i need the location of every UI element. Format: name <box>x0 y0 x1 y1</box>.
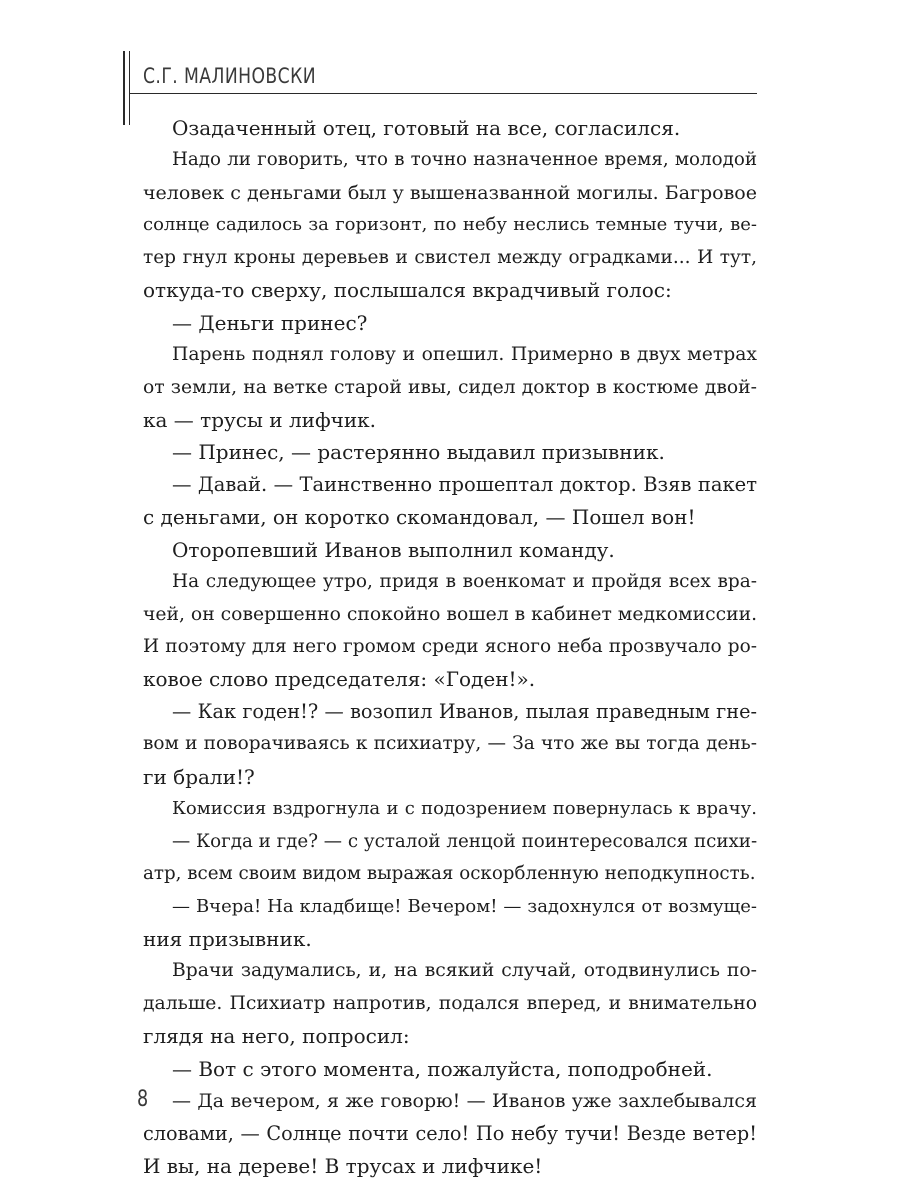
text-line: — Давай. — Таинственно прошептал доктор. Взяв пакет <box>172 472 757 496</box>
text-line: ковое слово председателя: «Годен!». <box>143 667 536 692</box>
text-line: человек с деньгами был у вышеназванной могилы. Багровое <box>143 181 757 204</box>
text-line: И поэтому для него громом среди ясного неба прозвучало ро- <box>143 636 757 657</box>
text-line: тер гнул кроны деревьев и свистел между оградками... И тут, <box>143 246 757 268</box>
text-line: глядя на него, попросил: <box>143 1024 410 1049</box>
text-line: солнце садилось за горизонт, по небу неслись темные тучи, ве- <box>143 214 757 236</box>
text-line: ния призывник. <box>143 926 312 951</box>
text-line: чей, он совершенно спокойно вошел в кабинет медкомиссии. <box>143 603 758 625</box>
text-line: Парень поднял голову и опешил. Примерно в двух метрах <box>172 344 757 366</box>
header-rule-vertical-thick <box>123 51 125 125</box>
header-rule-horizontal <box>129 93 757 94</box>
text-line: На следующее утро, придя в военкомат и пройдя всех вра- <box>172 571 757 593</box>
page-number: 8 <box>137 1087 149 1112</box>
text-line: Комиссия вздрогнула и с подозрением повернулась к врачу. <box>172 798 757 820</box>
text-line: — Вот с этого момента, пожалуйста, поподробней. <box>172 1056 713 1081</box>
text-line: — Деньги принес? <box>172 310 368 335</box>
text-line: с деньгами, он коротко скомандовал, — Пошел вон! <box>143 505 696 530</box>
text-line: — Как годен!? — возопил Иванов, пылая праведным гне- <box>172 699 757 723</box>
text-line: И вы, на дереве! В трусах и лифчике! <box>143 1154 543 1178</box>
text-line: — Вчера! На кладбище! Вечером! — задохнулся от возмуще- <box>172 895 757 917</box>
text-line: откуда-то сверху, послышался вкрадчивый голос: <box>143 278 672 303</box>
running-header-author: С.Г. МАЛИНОВСКИ <box>143 64 317 88</box>
text-line: Врачи задумались, и, на всякий случай, отодвинулись по- <box>172 960 757 982</box>
text-line: от земли, на ветке старой ивы, сидел доктор в костюме двой- <box>143 376 757 398</box>
text-line: — Принес, — растерянно выдавил призывник. <box>172 440 665 465</box>
text-line: ги брали!? <box>143 764 255 789</box>
text-line: атр, всем своим видом выражая оскорбленную неподкупность. <box>143 863 756 885</box>
text-line: ка — трусы и лифчик. <box>143 407 377 432</box>
text-line: Оторопевший Иванов выполнил команду. <box>172 537 615 562</box>
text-line: вом и поворачиваясь к психиатру, — За что же вы тогда день- <box>143 733 757 755</box>
text-line: — Когда и где? — с усталой ленцой поинтересовался психи- <box>172 830 758 852</box>
text-line: — Да вечером, я же говорю! — Иванов уже захлебывался <box>172 1090 757 1113</box>
text-line: дальше. Психиатр напротив, подался вперед, и внимательно <box>143 992 757 1014</box>
body-text <box>143 112 757 1182</box>
text-line: Надо ли говорить, что в точно назначенное время, молодой <box>172 149 757 171</box>
text-line: словами, — Солнце почти село! По небу тучи! Везде ветер! <box>143 1121 757 1145</box>
header-rule-vertical-thin <box>129 51 130 125</box>
text-line: Озадаченный отец, готовый на все, согласился. <box>172 116 681 140</box>
